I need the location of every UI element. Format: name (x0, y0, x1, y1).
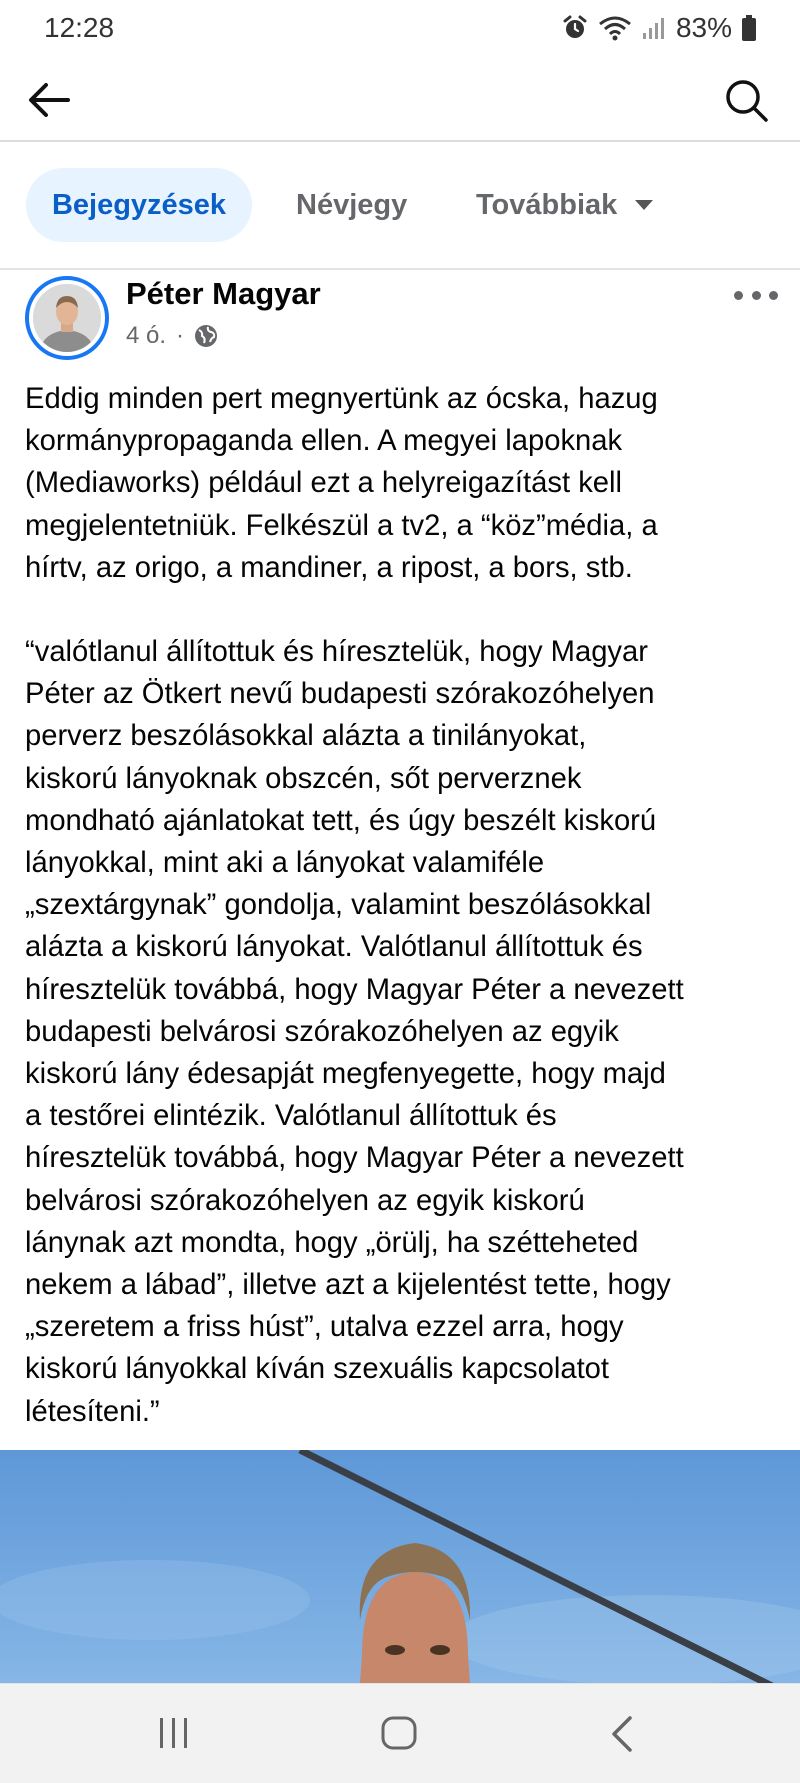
recent-apps-button[interactable] (150, 1710, 198, 1758)
post-photo[interactable] (0, 1450, 800, 1683)
back-button[interactable] (26, 76, 74, 124)
app-bar (0, 56, 800, 142)
avatar-photo (33, 284, 101, 352)
back-icon (600, 1710, 648, 1758)
search-icon (722, 76, 770, 124)
post-author[interactable]: Péter Magyar (126, 276, 321, 311)
more-horizontal-icon (734, 291, 743, 300)
battery-icon (742, 15, 756, 41)
alarm-icon (562, 15, 588, 41)
tab-label: Bejegyzések (51, 188, 227, 221)
recent-apps-icon (150, 1710, 198, 1758)
system-nav-bar (0, 1683, 800, 1783)
post-paragraph: “valótlanul állítottuk és híresztelük, hogy Magyar Péter az Ötkert nevű budapesti szórakozóhelyen perverz beszólásokkal alázta a tinilányokat, kiskorú lányoknak obszcén, sőt perverznek mondható ajánlatokat tett, és úgy beszélt kiskorú lányokkal, mint aki a lányokat valamiféle „szextárgynak” gondolja, valamint beszólásokkal alázta a kiskorú lányokat. Valótlanul állítottuk és híresztelük továbbá, hogy Magyar Péter a nevezett budapesti belvárosi szórakozóhelyen az egyik kiskorú lány édesapját megfenyegette, hogy majd a testőrei elintézik. Valótlanul állítottuk és híresztelük továbbá, hogy Magyar Péter a nevezett belvárosi szórakozóhelyen az egyik kiskorú lánynak azt mondta, hogy „örülj, ha szétteheted nekem a lábad”, illetve azt a kijelentést tette, hogy „szeretem a friss húst”, utalva ezzel arra, hogy kiskorú lányokkal kíván szexuális kapcsolatot létesíteni.” (25, 636, 684, 1428)
signal-icon (642, 16, 666, 40)
home-button[interactable] (376, 1710, 424, 1758)
status-icons (562, 12, 756, 44)
arrow-left-icon (26, 76, 74, 124)
wifi-icon (598, 15, 632, 41)
more-options-button[interactable] (734, 282, 778, 308)
battery-percent: 83% (675, 12, 732, 43)
tab-label: Névjegy (296, 188, 408, 221)
globe-icon (194, 324, 218, 348)
tab-tovabbiak[interactable] (452, 168, 677, 242)
tab-label: Továbbiak (476, 188, 618, 221)
post-time[interactable]: 4 ó. (126, 322, 167, 349)
post-photo-image (0, 1450, 800, 1683)
post-body (25, 378, 785, 1433)
meta-separator: · (176, 322, 185, 349)
caret-down-icon (635, 200, 653, 210)
post-meta (126, 322, 218, 350)
post-header (0, 272, 800, 372)
system-back-button[interactable] (600, 1710, 648, 1758)
avatar[interactable] (25, 276, 109, 360)
home-icon (376, 1710, 424, 1758)
profile-tabs (0, 142, 800, 270)
post-paragraph: Eddig minden pert megnyertünk az ócska, hazug kormánypropaganda ellen. A megyei lapoknak (Mediaworks) például ezt a helyreigazítást kell megjelentetniük. Felkészül a tv2, a “köz”média, a hírtv, az origo, a mandiner, a ripost, a bors, stb. (25, 383, 658, 584)
tab-bejegyzesek[interactable] (26, 168, 252, 242)
status-bar (0, 0, 800, 56)
status-time: 12:28 (44, 12, 115, 43)
search-button[interactable] (722, 76, 770, 124)
tab-nevjegy[interactable] (272, 168, 431, 242)
